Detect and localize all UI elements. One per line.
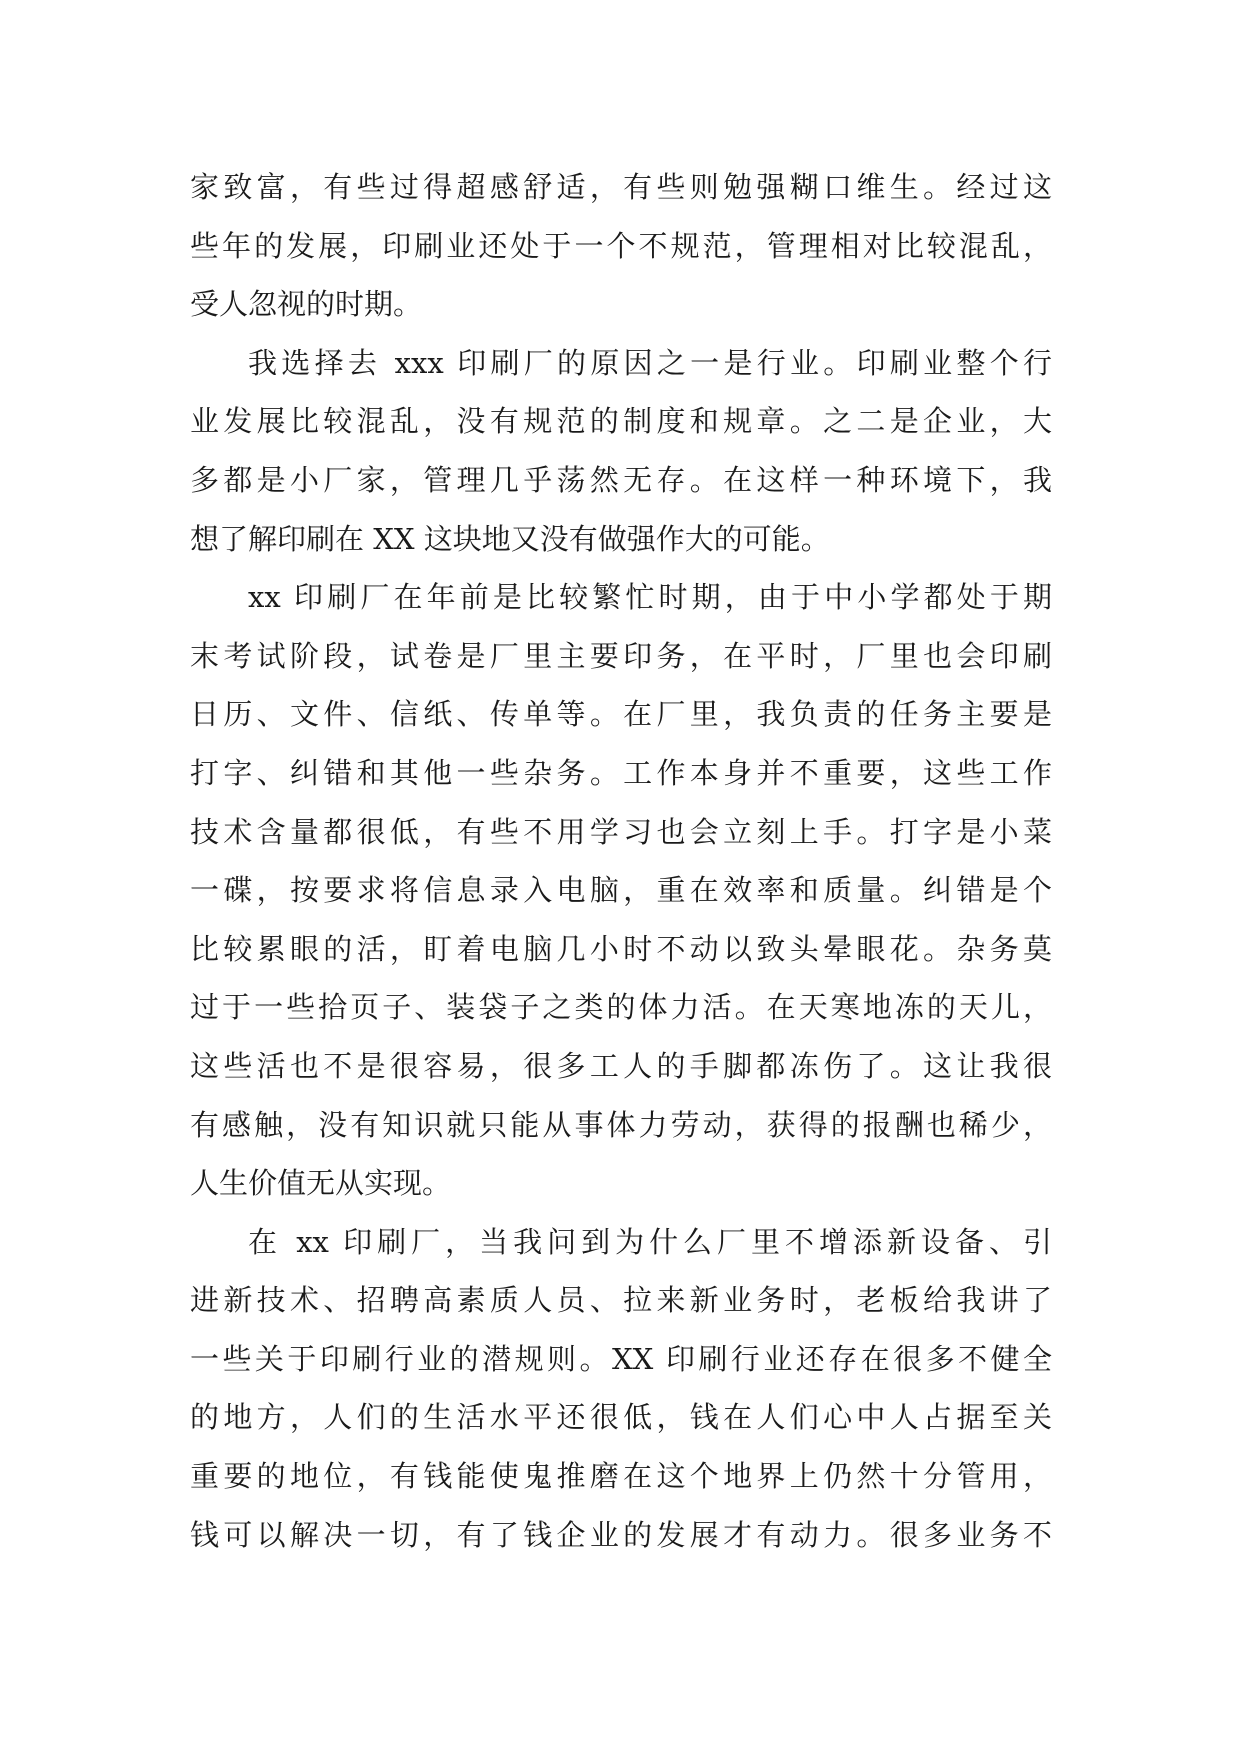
text-line: 业发展比较混乱，没有规范的制度和规章。之二是企业，大	[190, 404, 1052, 439]
text-line: 钱可以解决一切，有了钱企业的发展才有动力。很多业务不	[190, 1517, 1052, 1552]
text-line: 在 xx 印刷厂，当我问到为什么厂里不增添新设备、引	[248, 1224, 1052, 1259]
text-line: 我选择去 xxx 印刷厂的原因之一是行业。印刷业整个行	[248, 345, 1052, 380]
text-line: 人生价值无从实现。	[190, 1166, 452, 1201]
text-line: 有感触，没有知识就只能从事体力劳动，获得的报酬也稀少，	[190, 1107, 1052, 1142]
text-line: 一些关于印刷行业的潜规则。XX 印刷行业还存在很多不健全	[190, 1341, 1052, 1376]
text-line: 过于一些拾页子、装袋子之类的体力活。在天寒地冻的天儿，	[190, 990, 1052, 1025]
text-line: 一碟，按要求将信息录入电脑，重在效率和质量。纠错是个	[190, 873, 1052, 908]
text-line: 技术含量都很低，有些不用学习也会立刻上手。打字是小菜	[190, 814, 1052, 849]
paragraph-1	[190, 158, 1052, 334]
text-line: 打字、纠错和其他一些杂务。工作本身并不重要，这些工作	[190, 755, 1052, 790]
paragraph-3	[190, 568, 1052, 1213]
text-line: 想了解印刷在 XX 这块地又没有做强作大的可能。	[190, 521, 830, 556]
text-line: 些年的发展，印刷业还处于一个不规范，管理相对比较混乱，	[190, 228, 1052, 263]
text-line: 这些活也不是很容易，很多工人的手脚都冻伤了。这让我很	[190, 1048, 1052, 1083]
paragraph-2	[190, 334, 1052, 568]
text-line: 日历、文件、信纸、传单等。在厂里，我负责的任务主要是	[190, 697, 1052, 732]
text-line: 比较累眼的活，盯着电脑几小时不动以致头晕眼花。杂务莫	[190, 931, 1052, 966]
paragraph-4	[190, 1213, 1052, 1565]
text-line: 末考试阶段，试卷是厂里主要印务，在平时，厂里也会印刷	[190, 638, 1052, 673]
text-line: 受人忽视的时期。	[190, 287, 423, 322]
text-line: 的地方，人们的生活水平还很低，钱在人们心中人占据至关	[190, 1400, 1052, 1435]
text-line: 多都是小厂家，管理几乎荡然无存。在这样一种环境下，我	[190, 462, 1052, 497]
text-line: 家致富，有些过得超感舒适，有些则勉强糊口维生。经过这	[190, 170, 1052, 204]
text-line: xx 印刷厂在年前是比较繁忙时期，由于中小学都处于期	[248, 580, 1052, 615]
document-body	[190, 158, 1052, 1564]
text-line: 重要的地位，有钱能使鬼推磨在这个地界上仍然十分管用，	[190, 1459, 1052, 1494]
text-line: 进新技术、招聘高素质人员、拉来新业务时，老板给我讲了	[190, 1283, 1052, 1318]
